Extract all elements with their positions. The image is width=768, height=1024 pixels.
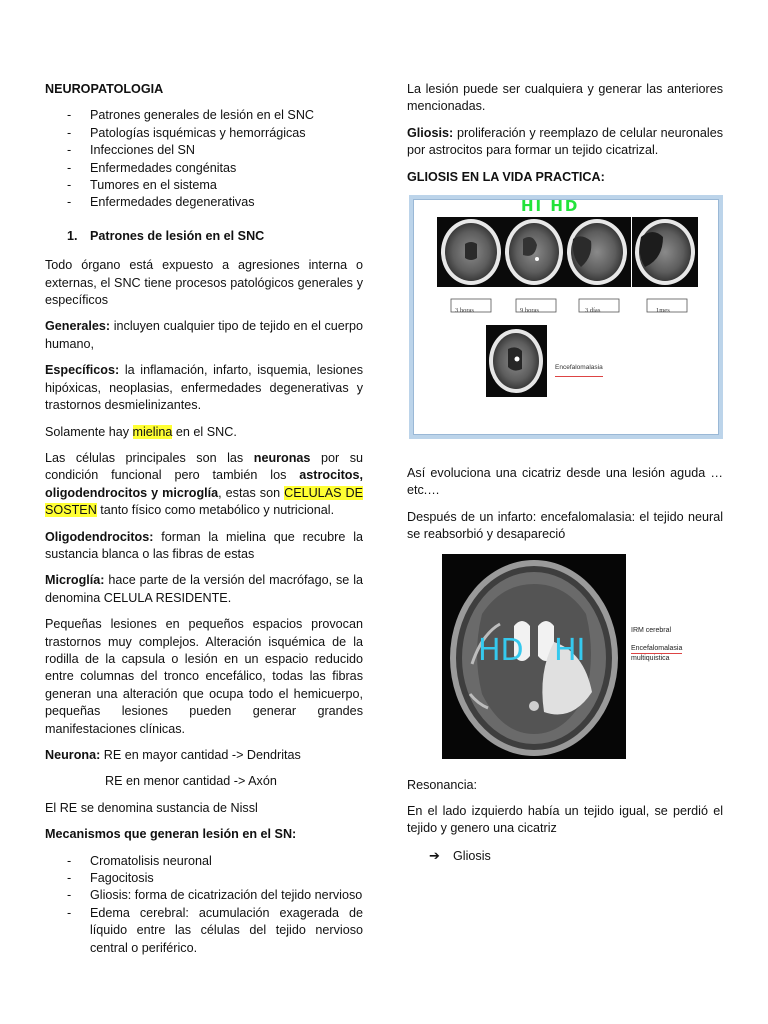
ct-scan-9h: [502, 217, 566, 287]
ct-scan-3d: [564, 217, 631, 287]
mri-figure: [407, 554, 723, 759]
list-item: - Fagocitosis: [67, 871, 154, 886]
paragraph-pequenas: Pequeñas lesiones en pequeños espacios provocan trastornos muy complejos. Alteración isquémica de la rodilla de la capsula o lesión en un espacio reducido entre columnas del tronco encefálico, todas las fibras generan una alteración que ocupa todo el hemicuerpo, pequeñas lesiones pueden generar grandes manifestaciones clínicas.: [45, 617, 363, 736]
paragraph-evolucion: Así evoluciona una cicatriz desde una lesión aguda … etc.…: [407, 466, 723, 498]
list-item: - Enfermedades degenerativas: [67, 195, 255, 210]
list-item: - Patologías isquémicas y hemorrágicas: [67, 125, 306, 140]
list-item: - Infecciones del SN: [67, 143, 196, 158]
arrow-right-icon: ➔: [429, 847, 440, 863]
paragraph-especificos: Específicos: la inflamación, infarto, isquemia, lesiones hipóxicas, neoplasias, enfermedades degenerativas y trastornos desmielinizantes.: [45, 363, 363, 413]
ct-scan-1mes: [632, 217, 698, 287]
mechanisms-list: [45, 853, 363, 957]
paragraph-re-menor: RE en menor cantidad -> Axón: [105, 774, 277, 789]
paragraph-gliosis: Gliosis: proliferación y reemplazo de celular neuronales por astrocitos para formar un tejido cicatrizal.: [407, 125, 723, 158]
highlight: CELULAS DE SOSTEN: [45, 485, 363, 518]
paragraph-infarto: Después de un infarto: encefalomalasia: el tejido neural se reabsorbió y desapareció: [407, 509, 723, 542]
paragraph-resonancia: Resonancia:: [407, 777, 478, 792]
left-column: [45, 81, 363, 969]
arrow-list-item: ➔ Gliosis: [429, 847, 491, 863]
paragraph-nissl: El RE se denomina sustancia de Nissl: [45, 800, 258, 815]
heading-mecanismos: Mecanismos que generan lesión en el SN:: [45, 827, 297, 842]
label-encefalomalasia: Encefalomalasia: [555, 359, 603, 377]
paragraph-mielina: Solamente hay mielina en el SNC.: [45, 424, 237, 439]
paragraph-microglia: Microglía: hace parte de la versión del macrófago, se la denomina CELULA RESIDENTE.: [45, 573, 363, 605]
label-3-horas: 3 horas: [455, 307, 474, 315]
topics-list: [45, 107, 363, 211]
page-title: NEUROPATOLOGIA: [45, 82, 164, 96]
label-1-mes: 1mes: [656, 307, 670, 315]
ct-evolution-figure: [409, 195, 723, 439]
label-encefalomalasia-2: multiquistica: [631, 654, 670, 662]
right-column: [407, 81, 723, 865]
ct-scan-encefalomalasia: [486, 325, 547, 397]
paragraph-generales: Generales: incluyen cualquier tipo de tejido en el cuerpo humano,: [45, 319, 363, 351]
highlight: mielina: [132, 424, 173, 439]
paragraph-celulas: Las células principales son las neuronas por su condición funcional pero también los astrocitos, oligodendrocitos y microglía, estas son CELULAS DE SOSTEN tanto físico como metabólico y nutricional.: [45, 450, 363, 518]
label-irm-cerebral: IRM cerebral: [631, 626, 672, 634]
label-9-horas: 9 horas: [520, 307, 539, 315]
list-item: - Patrones generales de lesión en el SNC: [67, 108, 315, 123]
list-item: - Enfermedades congénitas: [67, 160, 237, 175]
list-item: - Gliosis: forma de cicatrización del tejido nervioso: [67, 888, 363, 903]
list-item: - Edema cerebral: acumulación exagerada de líquido entre las células del tejido nervioso central o periférico.: [67, 905, 363, 955]
paragraph: Todo órgano está expuesto a agresiones interna o externas, el SNC tiene procesos patológicos generales y específicos: [45, 258, 363, 308]
handwritten-hi-hd: HI HD: [521, 197, 580, 216]
paragraph-lesion: La lesión puede ser cualquiera y generar las anteriores mencionadas.: [407, 82, 723, 114]
section-heading: 1. Patrones de lesión en el SNC: [67, 228, 265, 243]
mri-image: [442, 554, 626, 759]
paragraph-neurona: Neurona: RE en mayor cantidad -> Dendritas: [45, 748, 301, 762]
label-encefalomalasia-1: Encefalomalasia: [631, 644, 683, 652]
list-item: - Cromatolisis neuronal: [67, 853, 212, 868]
mri-brain-graphic: [442, 554, 626, 759]
paragraph-lado-izquierdo: En el lado izquierdo había un tejido igual, se perdió el tejido y genero una cicatriz: [407, 804, 723, 836]
paragraph-oligodendrocitos: Oligodendrocitos: forman la mielina que recubre la sustancia blanca o las fibras de estas: [45, 529, 363, 561]
label-3-dias: 3 días: [585, 307, 601, 315]
heading-gliosis-practica: GLIOSIS EN LA VIDA PRACTICA:: [407, 169, 605, 184]
ct-scan-3h: [437, 217, 505, 287]
handwritten-hi: HI: [554, 632, 586, 668]
list-item: - Tumores en el sistema: [67, 178, 217, 193]
handwritten-hd: HD: [478, 632, 524, 668]
